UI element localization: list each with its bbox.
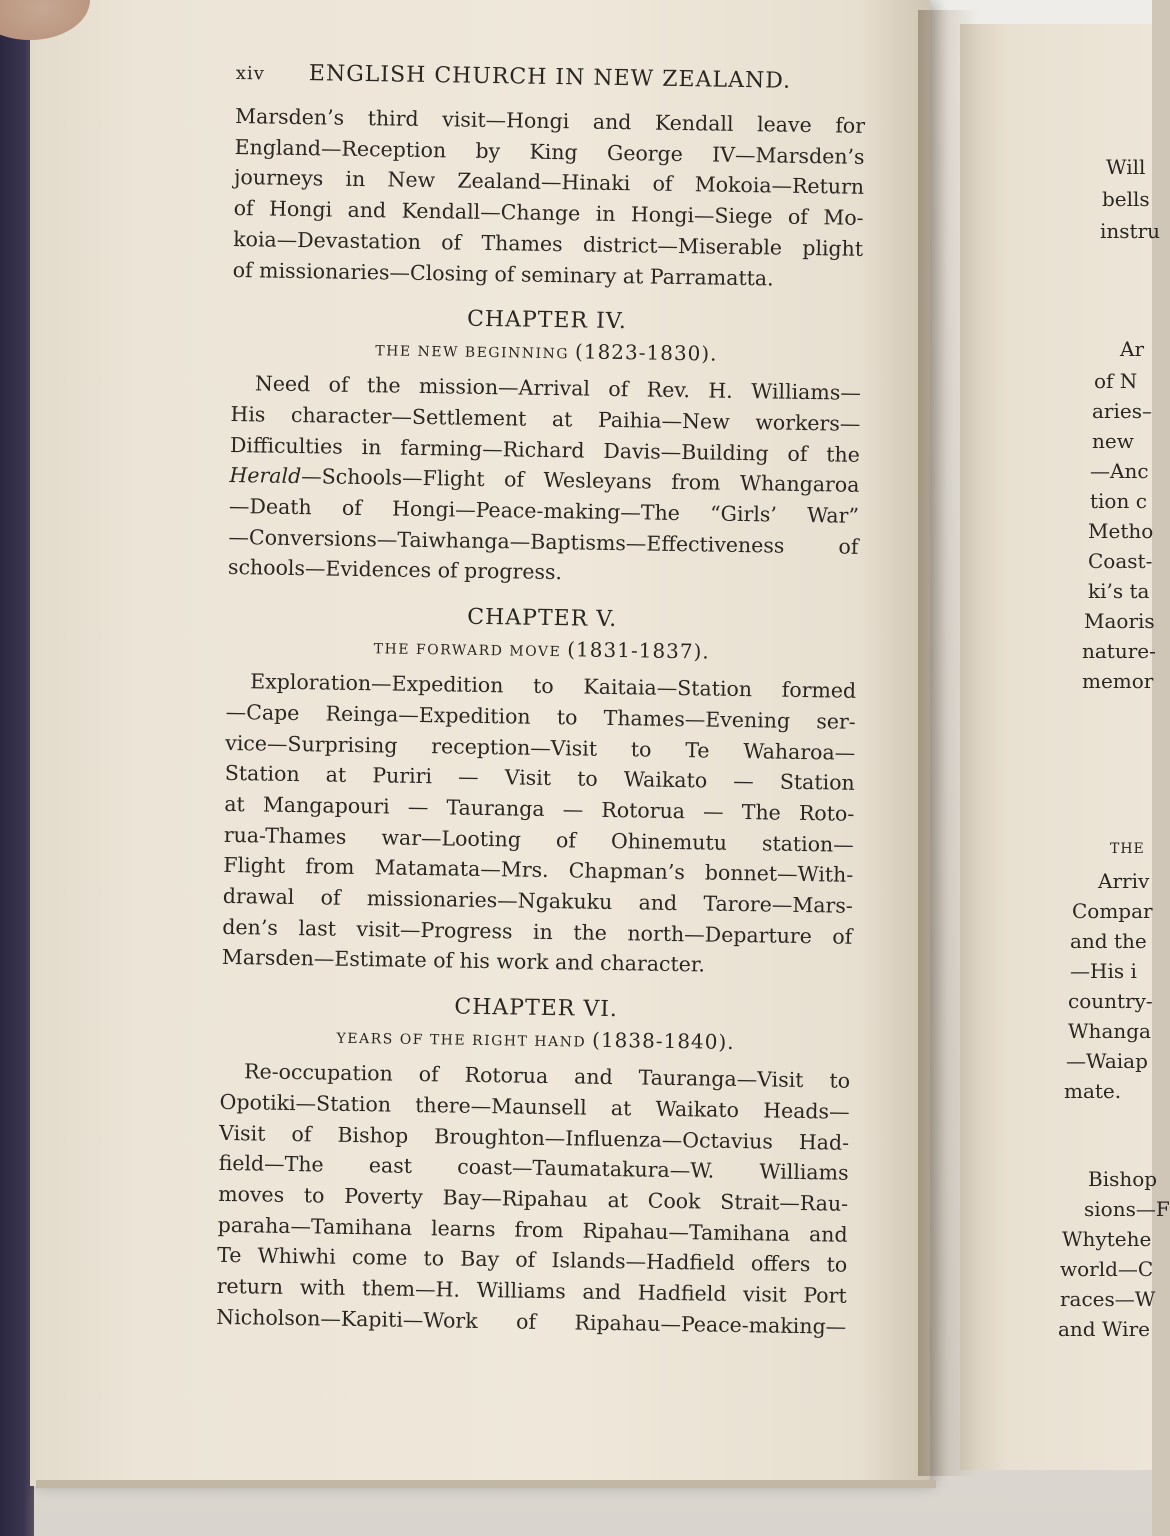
chapter-title-text: THE NEW BEGINNING: [375, 343, 570, 363]
text-line: His character—Settlement at Paihia—New workers—: [230, 401, 861, 436]
right-fragment: THE: [1110, 841, 1145, 857]
chapter-summary: [228, 368, 861, 593]
right-fragment: Will: [1106, 155, 1146, 179]
chapter-summary: [216, 1056, 850, 1342]
text-line: of Hongi and Kendall—Change in Hongi—Siege of Mo-: [233, 196, 864, 230]
text-line: —Death of Hongi—Peace-making—The “Girls’ War”: [228, 493, 860, 528]
text-line: at Mangapouri — Tauranga — Rotorua — The Roto-: [224, 791, 855, 826]
text-line: —Conversions—Taiwhanga—Baptisms—Effectiveness of: [228, 524, 859, 559]
text-line: moves to Poverty Bay—Ripahau at Cook Strait—Rau-: [217, 1181, 849, 1216]
right-fragment: nature-: [1082, 639, 1156, 663]
right-fragment: and Wire: [1058, 1317, 1150, 1341]
page-stack-edge: [36, 1480, 936, 1488]
text-line: Flight from Matamata—Mrs. Chapman’s bonnet—With-: [223, 853, 854, 888]
text-line: schools—Evidences of progress.: [227, 555, 563, 585]
text-line: Herald—Schools—Flight of Wesleyans from Whangaroa: [229, 463, 860, 498]
right-fragment: world—C: [1060, 1257, 1154, 1281]
right-fragment: instru: [1100, 219, 1161, 243]
chapter-title: [221, 1022, 851, 1056]
right-fragment: Coast-: [1088, 549, 1153, 573]
right-fragment: ki’s ta: [1088, 579, 1150, 603]
intro-paragraph: [232, 101, 865, 295]
text-line: Difficulties in farming—Richard Davis—Building of the: [229, 432, 861, 467]
right-fragment: new: [1092, 429, 1134, 453]
text-line: Exploration—Expedition to Kaitaia—Station formed: [250, 669, 857, 703]
text-line: Te Whiwhi come to Bay of Islands—Hadfield offers to: [217, 1243, 848, 1278]
text-line: vice—Surprising reception—Visit to Te Waharoa—: [225, 730, 856, 765]
chapter-years: (1831-1837).: [567, 637, 710, 664]
page-number: xiv: [235, 62, 266, 85]
book-cover-edge: [0, 0, 34, 1536]
right-fragment: and the: [1070, 929, 1147, 953]
text-line: field—The east coast—Taumatakura—W. Williams: [218, 1151, 849, 1186]
chapter-years: (1838-1840).: [591, 1027, 735, 1055]
right-fragment: Whanga: [1068, 1019, 1151, 1043]
text-line: return with them—H. Williams and Hadfield visit Port: [216, 1273, 847, 1308]
chapter-title: [231, 334, 861, 368]
text-line: journeys in New Zealand—Hinaki of Mokoia—Return: [233, 165, 865, 200]
page-text: [216, 60, 866, 1342]
text-line: Marsden’s third visit—Hongi and Kendall leave for: [234, 103, 866, 138]
text-line: koia—Devastation of Thames district—Miserable plight: [233, 226, 864, 261]
text-line: Opotiki—Station there—Maunsell at Waikato Heads—: [219, 1089, 850, 1124]
text-line: Re-occupation of Rotorua and Tauranga—Visit to: [243, 1059, 851, 1093]
text-line: England—Reception by King George IV—Marsden’s: [234, 134, 865, 169]
ship-name-italic: Herald: [229, 463, 302, 489]
right-fragment: Whytehe: [1062, 1227, 1152, 1251]
text-line: rua-Thames war—Looting of Ohinemutu station—: [223, 822, 854, 857]
text-line: Visit of Bishop Broughton—Influenza—Octavius Had-: [218, 1120, 850, 1155]
chapter-heading: CHAPTER V.: [467, 604, 618, 633]
text-line: Station at Puriri — Visit to Waikato — Station: [224, 761, 855, 796]
right-fragment: —Waiap: [1066, 1049, 1148, 1073]
right-fragment: Bishop: [1088, 1167, 1158, 1191]
chapter-heading: CHAPTER VI.: [454, 994, 619, 1023]
chapter-heading: CHAPTER IV.: [466, 306, 627, 335]
right-fragment: Metho: [1088, 519, 1154, 543]
text-line: paraha—Tamihana learns from Ripahau—Tamihana and: [217, 1212, 848, 1247]
text-line: den’s last visit—Progress in the north—Departure of: [222, 914, 853, 949]
right-fragment: Arriv: [1098, 869, 1150, 893]
text-line: Nicholson—Kapiti—Work of Ripahau—Peace-making—: [216, 1304, 847, 1339]
text-line: —Cape Reinga—Expedition to Thames—Evening ser-: [225, 699, 856, 734]
text-line: of missionaries—Closing of seminary at Parramatta.: [232, 257, 774, 290]
right-fragment: —Anc: [1090, 459, 1149, 483]
right-fragment: bells: [1102, 187, 1150, 211]
right-fragment: tion c: [1090, 489, 1147, 513]
book-gutter-shadow: [918, 10, 978, 1476]
right-fragment: of N: [1094, 369, 1138, 393]
chapter-summary: [222, 666, 857, 983]
right-fragment: —His i: [1070, 959, 1137, 983]
right-fragment: races—W: [1060, 1287, 1156, 1311]
chapter-title-text: THE FORWARD MOVE: [373, 641, 562, 661]
right-fragment: country-: [1068, 989, 1153, 1013]
right-fragment: memor: [1082, 669, 1154, 693]
chapter-title: [227, 632, 857, 666]
right-fragment: aries–: [1092, 399, 1152, 423]
chapter-title-text: YEARS OF THE RIGHT HAND: [336, 1030, 587, 1051]
text-line: Need of the mission—Arrival of Rev. H. Williams—: [254, 371, 862, 406]
chapter-years: (1823-1830).: [574, 339, 718, 366]
right-fragment: Compar: [1072, 899, 1153, 923]
right-fragment: Maoris: [1084, 609, 1155, 633]
text-line: drawal of missionaries—Ngakuku and Tarore—Mars-: [222, 883, 853, 918]
right-page: [960, 24, 1170, 1470]
right-fragment: sions—F: [1084, 1197, 1170, 1221]
right-fragment: Ar: [1120, 337, 1145, 361]
running-title: ENGLISH CHURCH IN NEW ZEALAND.: [308, 61, 792, 94]
text-line: Marsden—Estimate of his work and character.: [221, 945, 706, 977]
right-fragment: mate.: [1064, 1079, 1122, 1103]
